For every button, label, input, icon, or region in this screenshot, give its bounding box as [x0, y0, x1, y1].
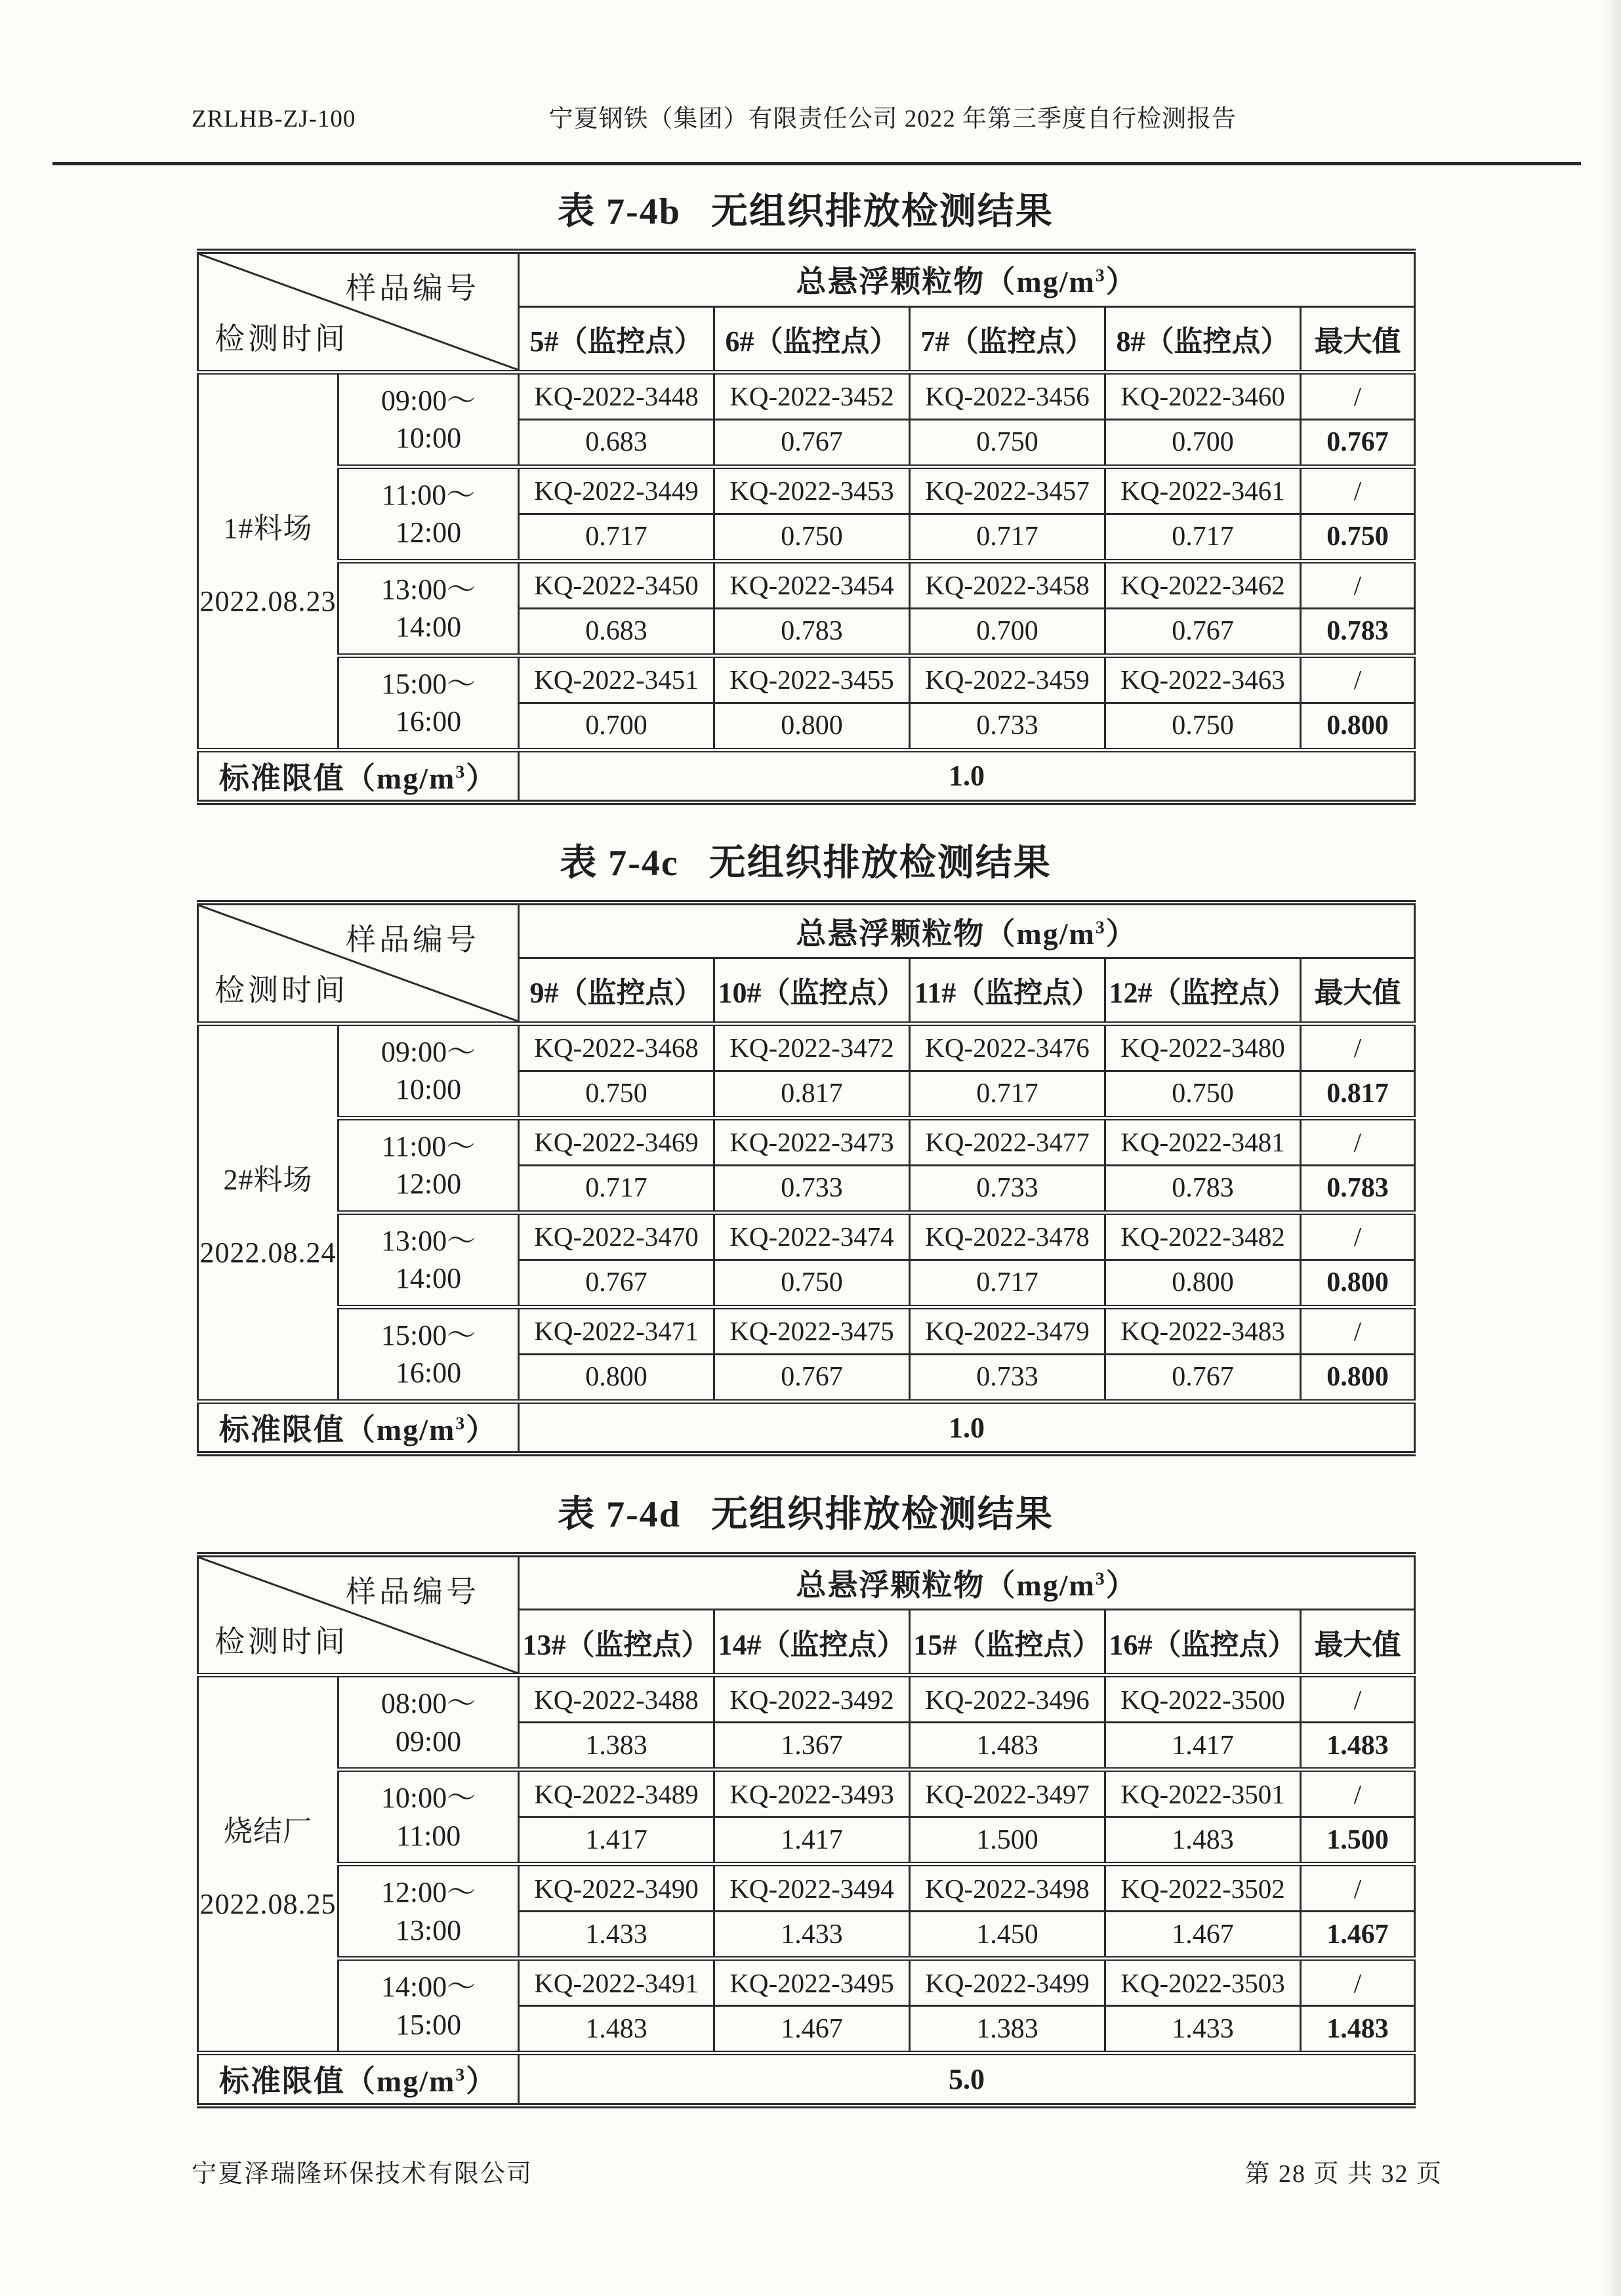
- time-range-cell: [339, 1959, 519, 2053]
- sample-id-row: [198, 1959, 1415, 2006]
- sample-id-cell: KQ-2022-3499: [910, 1959, 1105, 2006]
- value-cell: 0.733: [910, 1165, 1105, 1212]
- table-head-7-4d: [198, 1555, 1415, 1675]
- pollutant-header-cell: [519, 903, 1415, 958]
- sample-id-cell: KQ-2022-3494: [714, 1864, 910, 1912]
- sample-id-row: [198, 372, 1415, 419]
- max-value-header: 最大值: [1301, 306, 1415, 372]
- limit-label-sup: 3: [455, 1412, 466, 1433]
- site-name: 烧结厂: [224, 1815, 312, 1848]
- value-cell: 0.750: [1105, 1071, 1301, 1118]
- pollutant-label-post: ）: [1105, 265, 1138, 299]
- max-value-cell: 0.800: [1301, 1260, 1415, 1307]
- monitoring-table-7-4c: [197, 900, 1416, 1456]
- value-cell: 0.733: [910, 1354, 1105, 1401]
- time-range-end: 15:00: [395, 2008, 462, 2041]
- limit-label-pre: 标准限值（mg/m: [218, 761, 456, 795]
- table-head-7-4c: [198, 903, 1415, 1023]
- sample-id-cell: KQ-2022-3452: [714, 372, 910, 419]
- table-body-7-4c: [198, 1023, 1415, 1454]
- footer-page-info: 第 28 页 共 32 页: [1244, 2160, 1443, 2188]
- sample-id-cell: KQ-2022-3469: [519, 1118, 714, 1165]
- value-cell: 1.500: [910, 1817, 1105, 1864]
- limit-row: [198, 1401, 1415, 1454]
- corner-label-sample-no: 样品编号: [346, 923, 480, 957]
- max-value-cell: 0.767: [1301, 419, 1415, 466]
- monitor-header-3: 7#（监控点）: [910, 306, 1105, 372]
- corner-header-cell: [198, 1555, 519, 1675]
- table-title-7-4d: [197, 1493, 1414, 1537]
- sample-id-cell: KQ-2022-3456: [910, 372, 1105, 419]
- sample-id-cell: KQ-2022-3478: [910, 1212, 1105, 1260]
- sample-id-cell: KQ-2022-3449: [519, 466, 714, 514]
- time-range-start: 14:00～: [380, 1971, 476, 2003]
- sample-id-cell: KQ-2022-3497: [910, 1770, 1105, 1817]
- max-value-cell: 1.500: [1301, 1817, 1415, 1864]
- value-cell: 1.417: [1105, 1723, 1301, 1770]
- max-sample-cell: /: [1301, 655, 1415, 703]
- max-sample-cell: /: [1301, 1118, 1415, 1165]
- sample-id-row: [198, 561, 1415, 608]
- sample-id-row: [198, 466, 1415, 514]
- max-sample-cell: /: [1301, 1307, 1415, 1354]
- sample-id-cell: KQ-2022-3475: [714, 1307, 910, 1354]
- table-title-7-4b: [197, 190, 1414, 234]
- max-value-cell: 0.800: [1301, 703, 1415, 750]
- header-row-1: [198, 251, 1415, 306]
- sample-id-cell: KQ-2022-3503: [1105, 1959, 1301, 2006]
- value-cell: 0.717: [519, 1165, 714, 1212]
- max-sample-cell: /: [1301, 1959, 1415, 2006]
- site-date: 2022.08.23: [199, 584, 337, 617]
- limit-label-post: ）: [466, 2064, 498, 2099]
- value-cell: 0.750: [714, 1260, 910, 1307]
- value-cell: 0.733: [910, 703, 1105, 750]
- time-range-end: 14:00: [395, 1262, 462, 1295]
- table-title-7-4c: [197, 842, 1414, 886]
- max-value-cell: 0.783: [1301, 608, 1415, 655]
- value-cell: 1.483: [1105, 1817, 1301, 1864]
- sample-id-cell: KQ-2022-3490: [519, 1864, 714, 1912]
- time-range-end: 14:00: [395, 611, 462, 644]
- value-cell: 1.383: [910, 2006, 1105, 2053]
- report-code: ZRLHB-ZJ-100: [192, 106, 356, 133]
- sample-id-cell: KQ-2022-3500: [1105, 1675, 1301, 1723]
- sample-id-cell: KQ-2022-3458: [910, 561, 1105, 608]
- sample-id-row: [198, 655, 1415, 703]
- limit-value-cell: 5.0: [519, 2053, 1415, 2106]
- max-value-header: 最大值: [1301, 1610, 1415, 1675]
- time-range-cell: [339, 1675, 519, 1770]
- max-value-cell: 0.750: [1301, 514, 1415, 561]
- site-cell-inner: [199, 1807, 337, 1921]
- value-cell: 0.750: [910, 419, 1105, 466]
- sample-id-row: [198, 1864, 1415, 1912]
- monitoring-table-7-4b: [197, 249, 1416, 805]
- max-sample-cell: /: [1301, 372, 1415, 419]
- time-range-end: 12:00: [395, 1168, 462, 1200]
- time-range-cell: [339, 1864, 519, 1959]
- monitor-header-3: 15#（监控点）: [910, 1610, 1105, 1675]
- value-cell: 0.700: [519, 703, 714, 750]
- sample-id-cell: KQ-2022-3450: [519, 561, 714, 608]
- value-cell: 1.467: [1105, 1912, 1301, 1959]
- pollutant-label-pre: 总悬浮颗粒物（mg/m: [796, 1568, 1096, 1602]
- limit-label-sup: 3: [455, 761, 466, 782]
- limit-label-post: ）: [466, 761, 498, 795]
- value-cell: 0.700: [910, 608, 1105, 655]
- value-cell: 0.783: [1105, 1165, 1301, 1212]
- time-range-cell: [339, 372, 519, 466]
- time-range-end: 13:00: [395, 1914, 462, 1946]
- footer-company: 宁夏泽瑞隆环保技术有限公司: [192, 2160, 533, 2188]
- limit-label-sup: 3: [455, 2064, 466, 2085]
- site-name: 2#料场: [223, 1163, 313, 1196]
- monitor-header-3: 11#（监控点）: [910, 958, 1105, 1023]
- monitor-header-2: 6#（监控点）: [714, 306, 910, 372]
- sample-id-cell: KQ-2022-3489: [519, 1770, 714, 1817]
- value-cell: 0.717: [910, 1071, 1105, 1118]
- site-name: 1#料场: [223, 512, 313, 544]
- value-cell: 0.783: [714, 608, 910, 655]
- table-head-7-4b: [198, 251, 1415, 372]
- time-range-start: 08:00～: [380, 1687, 476, 1720]
- pollutant-header-cell: [519, 1555, 1415, 1610]
- sample-id-cell: KQ-2022-3496: [910, 1675, 1105, 1723]
- limit-value-cell: 1.0: [519, 750, 1415, 802]
- time-range-cell: [339, 1307, 519, 1401]
- sample-id-row: [198, 1770, 1415, 1817]
- table-title-text: 无组织排放检测结果: [710, 1494, 1054, 1536]
- time-range-start: 15:00～: [380, 668, 476, 700]
- table-title-label: 表 7-4c: [560, 843, 679, 884]
- sample-id-cell: KQ-2022-3472: [714, 1023, 910, 1071]
- pollutant-label-pre: 总悬浮颗粒物（mg/m: [796, 265, 1096, 299]
- site-cell-inner: [199, 1156, 337, 1269]
- limit-label-post: ）: [466, 1413, 498, 1447]
- limit-value-cell: 1.0: [519, 1401, 1415, 1454]
- limit-row: [198, 2053, 1415, 2106]
- time-range-cell: [339, 655, 519, 750]
- max-value-cell: 0.783: [1301, 1165, 1415, 1212]
- sample-id-cell: KQ-2022-3481: [1105, 1118, 1301, 1165]
- value-cell: 0.750: [714, 514, 910, 561]
- max-sample-cell: /: [1301, 466, 1415, 514]
- value-cell: 0.767: [1105, 608, 1301, 655]
- sample-id-cell: KQ-2022-3454: [714, 561, 910, 608]
- max-value-header: 最大值: [1301, 958, 1415, 1023]
- monitor-header-4: 8#（监控点）: [1105, 306, 1301, 372]
- time-range-end: 11:00: [396, 1819, 461, 1852]
- header-row-1: [198, 1555, 1415, 1610]
- value-cell: 1.483: [910, 1723, 1105, 1770]
- sample-id-cell: KQ-2022-3479: [910, 1307, 1105, 1354]
- sample-id-row: [198, 1212, 1415, 1260]
- max-value-cell: 0.817: [1301, 1071, 1415, 1118]
- table-body-7-4d: [198, 1675, 1415, 2106]
- max-value-cell: 1.483: [1301, 2006, 1415, 2053]
- time-range-end: 12:00: [395, 516, 462, 549]
- max-sample-cell: /: [1301, 1675, 1415, 1723]
- header-row-1: [198, 903, 1415, 958]
- limit-label-pre: 标准限值（mg/m: [218, 1413, 456, 1447]
- time-range-start: 09:00～: [380, 1036, 476, 1069]
- sample-id-cell: KQ-2022-3451: [519, 655, 714, 703]
- monitor-header-1: 9#（监控点）: [519, 958, 714, 1023]
- sample-id-cell: KQ-2022-3462: [1105, 561, 1301, 608]
- site-date: 2022.08.25: [199, 1888, 337, 1921]
- value-cell: 0.767: [519, 1260, 714, 1307]
- value-cell: 1.383: [519, 1723, 714, 1770]
- pollutant-label-sup: 3: [1095, 265, 1106, 286]
- value-cell: 0.683: [519, 419, 714, 466]
- value-cell: 0.767: [1105, 1354, 1301, 1401]
- sample-id-row: [198, 1118, 1415, 1165]
- table-title-text: 无组织排放检测结果: [708, 843, 1052, 884]
- value-cell: 0.800: [519, 1354, 714, 1401]
- time-range-start: 13:00～: [380, 1225, 476, 1258]
- pollutant-label-post: ）: [1105, 916, 1138, 951]
- sample-id-cell: KQ-2022-3495: [714, 1959, 910, 2006]
- max-value-cell: 1.467: [1301, 1912, 1415, 1959]
- value-cell: 1.367: [714, 1723, 910, 1770]
- sample-id-cell: KQ-2022-3483: [1105, 1307, 1301, 1354]
- site-cell: [198, 1023, 339, 1401]
- sample-id-cell: KQ-2022-3477: [910, 1118, 1105, 1165]
- corner-header-cell: [198, 251, 519, 372]
- sample-id-cell: KQ-2022-3455: [714, 655, 910, 703]
- site-date: 2022.08.24: [199, 1236, 337, 1269]
- monitor-header-4: 16#（监控点）: [1105, 1610, 1301, 1675]
- corner-label-sample-no: 样品编号: [346, 272, 480, 306]
- time-range-cell: [339, 1023, 519, 1118]
- monitor-header-1: 5#（监控点）: [519, 306, 714, 372]
- value-cell: 0.817: [714, 1071, 910, 1118]
- value-cell: 1.417: [519, 1817, 714, 1864]
- max-sample-cell: /: [1301, 561, 1415, 608]
- corner-header-cell: [198, 903, 519, 1023]
- sample-id-cell: KQ-2022-3498: [910, 1864, 1105, 1912]
- sample-id-row: [198, 1675, 1415, 1723]
- time-range-start: 10:00～: [380, 1782, 476, 1814]
- limit-row: [198, 750, 1415, 802]
- table-title-label: 表 7-4d: [558, 1494, 681, 1536]
- sample-id-cell: KQ-2022-3460: [1105, 372, 1301, 419]
- time-range-start: 15:00～: [380, 1319, 476, 1352]
- value-cell: 0.717: [519, 514, 714, 561]
- time-range-end: 09:00: [395, 1725, 462, 1757]
- sample-id-cell: KQ-2022-3492: [714, 1675, 910, 1723]
- sample-id-cell: KQ-2022-3473: [714, 1118, 910, 1165]
- time-range-cell: [339, 1770, 519, 1864]
- time-range-cell: [339, 466, 519, 561]
- monitor-header-4: 12#（监控点）: [1105, 958, 1301, 1023]
- table-title-text: 无组织排放检测结果: [710, 192, 1054, 232]
- sample-id-cell: KQ-2022-3480: [1105, 1023, 1301, 1071]
- time-range-start: 13:00～: [380, 573, 476, 605]
- sample-id-row: [198, 1307, 1415, 1354]
- sample-id-cell: KQ-2022-3470: [519, 1212, 714, 1260]
- time-range-end: 16:00: [395, 705, 462, 738]
- limit-label-cell: [198, 2053, 519, 2106]
- table-body-7-4b: [198, 372, 1415, 802]
- sample-id-cell: KQ-2022-3459: [910, 655, 1105, 703]
- sample-id-cell: KQ-2022-3448: [519, 372, 714, 419]
- sample-id-row: [198, 1023, 1415, 1071]
- monitor-header-1: 13#（监控点）: [519, 1610, 714, 1675]
- value-cell: 0.683: [519, 608, 714, 655]
- value-cell: 1.433: [1105, 2006, 1301, 2053]
- pollutant-label-pre: 总悬浮颗粒物（mg/m: [796, 916, 1096, 951]
- time-range-cell: [339, 1118, 519, 1212]
- max-value-cell: 1.483: [1301, 1723, 1415, 1770]
- value-cell: 0.717: [910, 1260, 1105, 1307]
- corner-label-detect-time: 检测时间: [215, 1625, 348, 1659]
- value-cell: 1.467: [714, 2006, 910, 2053]
- value-cell: 0.800: [714, 703, 910, 750]
- time-range-cell: [339, 561, 519, 655]
- max-sample-cell: /: [1301, 1023, 1415, 1071]
- time-range-end: 10:00: [395, 422, 462, 455]
- monitor-header-2: 14#（监控点）: [714, 1610, 910, 1675]
- site-cell-inner: [199, 504, 337, 618]
- sample-id-cell: KQ-2022-3501: [1105, 1770, 1301, 1817]
- value-cell: 0.733: [714, 1165, 910, 1212]
- sample-id-cell: KQ-2022-3493: [714, 1770, 910, 1817]
- max-sample-cell: /: [1301, 1770, 1415, 1817]
- monitoring-table-7-4d: [197, 1552, 1416, 2108]
- sample-id-cell: KQ-2022-3453: [714, 466, 910, 514]
- value-cell: 0.750: [1105, 703, 1301, 750]
- value-cell: 0.750: [519, 1071, 714, 1118]
- corner-label-detect-time: 检测时间: [215, 973, 348, 1007]
- value-cell: 1.433: [714, 1912, 910, 1959]
- sample-id-cell: KQ-2022-3461: [1105, 466, 1301, 514]
- corner-label-sample-no: 样品编号: [346, 1574, 480, 1609]
- sample-id-cell: KQ-2022-3491: [519, 1959, 714, 2006]
- pollutant-label-post: ）: [1105, 1568, 1138, 1602]
- sample-id-cell: KQ-2022-3502: [1105, 1864, 1301, 1912]
- time-range-end: 16:00: [395, 1357, 462, 1389]
- limit-label-cell: [198, 1401, 519, 1454]
- time-range-cell: [339, 1212, 519, 1307]
- value-cell: 1.417: [714, 1817, 910, 1864]
- time-range-start: 11:00～: [381, 1130, 476, 1163]
- page-footer: [192, 2153, 1443, 2189]
- site-cell: [198, 372, 339, 750]
- value-cell: 0.767: [714, 419, 910, 466]
- value-cell: 0.700: [1105, 419, 1301, 466]
- limit-label-pre: 标准限值（mg/m: [218, 2064, 456, 2099]
- report-title: 宁夏钢铁（集团）有限责任公司 2022 年第三季度自行检测报告: [548, 106, 1237, 133]
- limit-label-cell: [198, 750, 519, 802]
- sample-id-cell: KQ-2022-3474: [714, 1212, 910, 1260]
- sample-id-cell: KQ-2022-3471: [519, 1307, 714, 1354]
- sample-id-cell: KQ-2022-3468: [519, 1023, 714, 1071]
- pollutant-label-sup: 3: [1095, 1568, 1106, 1589]
- site-cell: [198, 1675, 339, 2053]
- pollutant-header-cell: [519, 251, 1415, 306]
- value-cell: 1.450: [910, 1912, 1105, 1959]
- value-cell: 0.717: [910, 514, 1105, 561]
- sample-id-cell: KQ-2022-3457: [910, 466, 1105, 514]
- sample-id-cell: KQ-2022-3476: [910, 1023, 1105, 1071]
- monitor-header-2: 10#（监控点）: [714, 958, 910, 1023]
- table-title-label: 表 7-4b: [558, 192, 681, 232]
- value-cell: 1.433: [519, 1912, 714, 1959]
- corner-label-detect-time: 检测时间: [215, 321, 348, 356]
- sample-id-cell: KQ-2022-3482: [1105, 1212, 1301, 1260]
- max-value-cell: 0.800: [1301, 1354, 1415, 1401]
- pollutant-label-sup: 3: [1095, 916, 1106, 937]
- time-range-start: 11:00～: [381, 479, 476, 511]
- value-cell: 0.800: [1105, 1260, 1301, 1307]
- time-range-start: 12:00～: [380, 1876, 476, 1909]
- max-sample-cell: /: [1301, 1212, 1415, 1260]
- sample-id-cell: KQ-2022-3463: [1105, 655, 1301, 703]
- time-range-end: 10:00: [395, 1073, 462, 1106]
- value-cell: 0.717: [1105, 514, 1301, 561]
- sample-id-cell: KQ-2022-3488: [519, 1675, 714, 1723]
- max-sample-cell: /: [1301, 1864, 1415, 1912]
- value-cell: 0.767: [714, 1354, 910, 1401]
- value-cell: 1.483: [519, 2006, 714, 2053]
- time-range-start: 09:00～: [380, 384, 476, 417]
